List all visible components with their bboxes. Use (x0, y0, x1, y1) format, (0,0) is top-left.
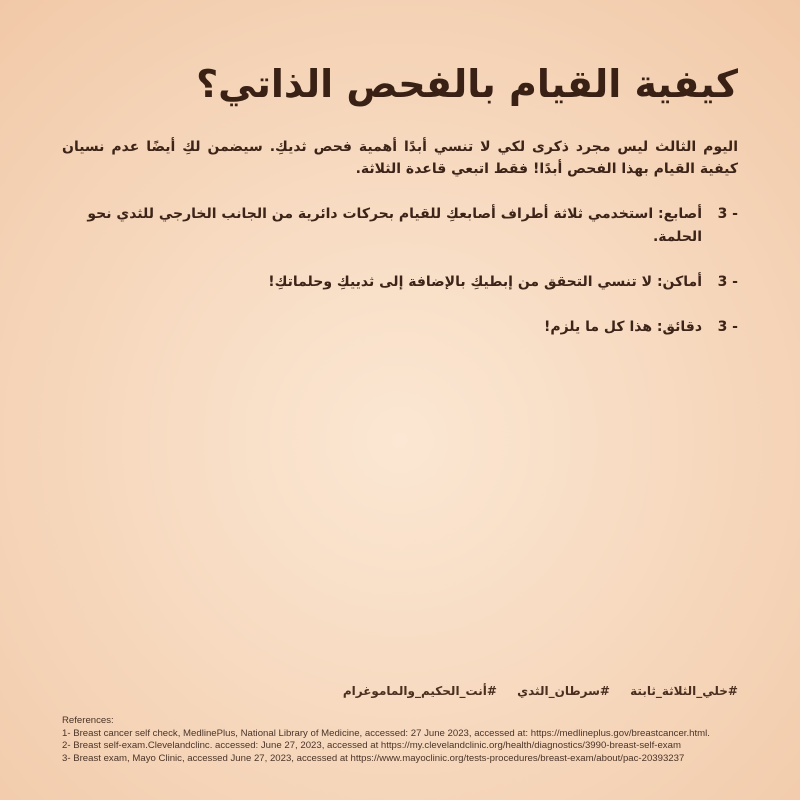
rule-text: أماكن: لا تنسي التحقق من إبطيكِ بالإضافة إلى ثدييكِ وحلماتكِ! (268, 274, 702, 291)
hashtag-keep-three: #خلي_الثلاثة_ثابتة (630, 684, 738, 698)
hashtags (62, 684, 738, 698)
references (62, 715, 738, 766)
reference-item: 3- Breast exam, Mayo Clinic, accessed June 27, 2023, accessed at https://www.mayoclinic.org/tests-procedures/breast-exam/about/pac-20393237 (62, 752, 685, 764)
rule-text: أصابع: استخدمي ثلاثة أطراف أصابعكِ للقيام بحركات دائرية من الجانب الخارجي للثدي نحو الحلمة. (87, 206, 702, 246)
rule-text: دقائق: هذا كل ما يلزم! (543, 319, 702, 336)
rules-list (62, 203, 738, 339)
hashtag-mammogram: #أنت_الحكيم_والماموغرام (342, 684, 497, 698)
page-title: كيفية القيام بالفحص الذاتي؟ (196, 62, 738, 106)
rule-number: - 3 (717, 274, 738, 291)
hashtag-breast-cancer: #سرطان_الثدي (517, 684, 610, 698)
rule-item-minutes (62, 316, 738, 339)
rule-item-places (62, 271, 738, 294)
rule-number: - 3 (717, 319, 738, 336)
rule-number: - 3 (717, 206, 738, 222)
reference-item: 2- Breast self-exam.Clevelandclinc. accessed: June 27, 2023, accessed at https://my.clevelandclinic.org/health/diagnostics/3990-breast-self-exam (62, 740, 681, 752)
intro-paragraph: اليوم الثالث ليس مجرد ذكرى لكي لا تنسي أبدًا أهمية فحص ثديكِ. سيضمن لكِ أيضًا عدم نسيان كيفية القيام بهذا الفحص أبدًا! فقط اتبعي قاعدة الثلاثة. (62, 139, 738, 178)
reference-item: 1- Breast cancer self check, MedlinePlus, National Library of Medicine, accessed: 27 June 2023, accessed at: https://medlineplus.gov/breastcancer.html. (62, 727, 710, 739)
references-heading: References: (62, 715, 114, 726)
rule-item-fingers (62, 203, 738, 249)
